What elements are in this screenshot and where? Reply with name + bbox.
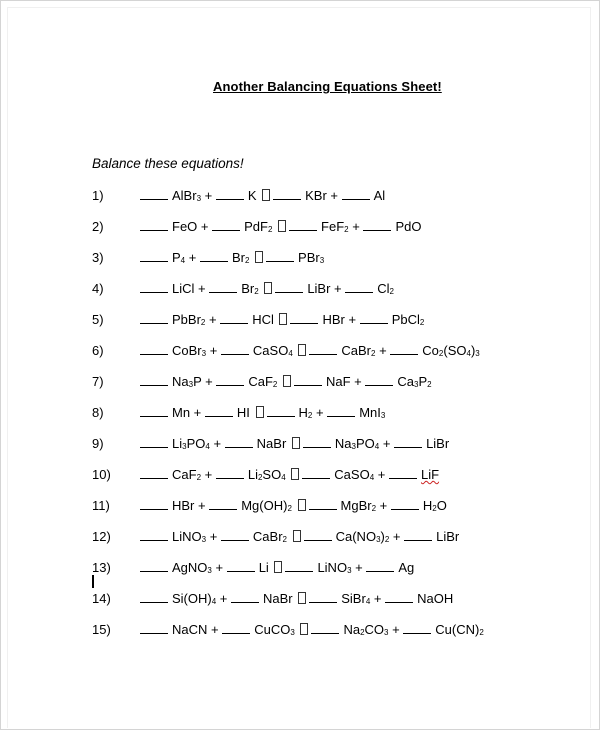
chemical-formula (298, 250, 324, 265)
formula-subscript: 3 (290, 628, 295, 637)
formula-text: K (247, 188, 257, 203)
coefficient-blank[interactable] (140, 218, 168, 231)
reaction-arrow-icon (291, 468, 299, 480)
formula-text: AgNO (172, 560, 208, 575)
reaction-arrow-icon (264, 282, 272, 294)
chemical-formula (426, 436, 449, 451)
formula-text: CaSO (252, 343, 289, 358)
equation-number: 8) (92, 405, 104, 420)
formula-subscript: 4 (374, 442, 380, 451)
coefficient-blank[interactable] (389, 466, 417, 479)
formula-subscript: 2 (257, 473, 263, 482)
formula-text: Na (343, 622, 361, 637)
coefficient-blank[interactable] (360, 311, 388, 324)
formula-text: SO (262, 467, 282, 482)
formula-text: KBr (305, 188, 327, 203)
chemical-formula (172, 436, 210, 451)
equation-body: $Li_3PO_4$ + NaBr $Na_3PO_4$ + LiBr (140, 435, 449, 453)
coefficient-blank[interactable] (273, 187, 301, 200)
chemical-formula (244, 219, 272, 234)
formula-text: Li (258, 560, 269, 575)
equation-body: FeO + PdF$_2$ FeF$_2$ + PdO (140, 218, 421, 236)
equation-number: 13) (92, 560, 111, 575)
formula-text: Co (422, 343, 439, 358)
coefficient-blank[interactable] (222, 621, 250, 634)
formula-subscript: 3 (414, 380, 419, 389)
coefficient-blank[interactable] (309, 590, 337, 603)
chemical-formula (257, 436, 287, 451)
equation-body: Mn + HI $H_2 + MnI_3$ (140, 404, 385, 422)
equation-body: LiCl + $Br_2$ LiBr + $Cl_2$ (140, 280, 394, 298)
coefficient-blank[interactable] (294, 373, 322, 386)
coefficient-blank[interactable] (225, 435, 253, 448)
formula-subscript: 2 (254, 287, 259, 296)
chemical-formula (435, 622, 484, 637)
equation-number: 9) (92, 436, 104, 451)
chemical-formula (398, 560, 414, 575)
coefficient-blank[interactable] (266, 249, 294, 262)
coefficient-blank[interactable] (309, 342, 337, 355)
chemical-formula (172, 529, 206, 544)
chemical-formula (299, 405, 313, 420)
coefficient-blank[interactable] (200, 249, 228, 262)
formula-text: CaF (172, 467, 197, 482)
chemical-formula (417, 591, 453, 606)
formula-subscript: 2 (384, 535, 390, 544)
formula-text: Na (172, 374, 189, 389)
chemical-formula (263, 591, 293, 606)
formula-text: NaOH (417, 591, 454, 606)
formula-text: NaBr (256, 436, 287, 451)
chemical-formula (335, 436, 379, 451)
reaction-arrow-icon (279, 313, 287, 325)
formula-subscript: 2 (389, 287, 394, 296)
coefficient-blank[interactable] (140, 404, 168, 417)
formula-text: HCl (252, 312, 274, 327)
chemical-formula (341, 591, 370, 606)
chemical-formula (248, 467, 286, 482)
equation-body: AlBr$_3$ + K KBr + Al (140, 187, 385, 205)
formula-text: MgBr (340, 498, 372, 513)
chemical-formula (422, 343, 479, 358)
equation-number: 1) (92, 188, 104, 203)
reaction-arrow-icon (283, 375, 291, 387)
page-title: Another Balancing Equations Sheet! (213, 79, 442, 94)
coefficient-blank[interactable] (140, 280, 168, 293)
coefficient-blank[interactable] (140, 187, 168, 200)
formula-subscript: 2 (432, 504, 437, 513)
formula-text: ) (470, 343, 476, 358)
formula-text: FeO (172, 219, 198, 234)
formula-text: FeF (321, 219, 345, 234)
formula-text: CO (364, 622, 385, 637)
formula-text: Mg(OH) (241, 498, 288, 513)
coefficient-blank[interactable] (391, 497, 419, 510)
formula-text: HBr (172, 498, 195, 513)
formula-text: H (422, 498, 433, 513)
formula-text: AlBr (172, 188, 197, 203)
equation-number: 10) (92, 467, 111, 482)
formula-subscript: 4 (180, 256, 186, 265)
equation-number: 7) (92, 374, 104, 389)
equation-number: 11) (92, 498, 110, 513)
formula-subscript: 3 (319, 256, 325, 265)
coefficient-blank[interactable] (216, 187, 244, 200)
formula-subscript: 4 (365, 597, 371, 606)
coefficient-blank[interactable] (303, 435, 331, 448)
chemical-formula (436, 529, 459, 544)
chemical-formula (172, 374, 202, 389)
formula-text: HBr (322, 312, 345, 327)
instructions-text: Balance these equations! (92, 156, 244, 171)
coefficient-blank[interactable] (345, 280, 373, 293)
equation-body: CoBr$_3$ + CaSO$_4$ CaBr$_2$ + $Co_2(SO_4)_3$ (140, 342, 480, 360)
formula-text: NaF (325, 374, 351, 389)
formula-subscript: 2 (371, 349, 376, 358)
formula-text: LiNO (172, 529, 202, 544)
formula-subscript: 3 (475, 349, 480, 358)
formula-subscript: 3 (201, 349, 207, 358)
reaction-arrow-icon (278, 220, 286, 232)
formula-text: Br (231, 250, 245, 265)
chemical-formula (334, 467, 374, 482)
chemical-formula (322, 312, 344, 327)
formula-text: PbCl (391, 312, 420, 327)
coefficient-blank[interactable] (140, 435, 168, 448)
chemical-formula (252, 312, 274, 327)
chemical-formula (307, 281, 330, 296)
formula-text: CuCO (254, 622, 291, 637)
coefficient-blank[interactable] (231, 590, 259, 603)
chemical-formula (248, 188, 257, 203)
chemical-formula (421, 467, 439, 482)
chemical-formula (321, 219, 349, 234)
chemical-formula (326, 374, 351, 389)
chemical-formula (172, 560, 212, 575)
coefficient-blank[interactable] (227, 559, 255, 572)
coefficient-blank[interactable] (140, 621, 168, 634)
formula-text: LiBr (436, 529, 460, 544)
formula-text: Al (373, 188, 386, 203)
coefficient-blank[interactable] (140, 249, 168, 262)
chemical-formula (237, 405, 250, 420)
chemical-formula (343, 622, 388, 637)
formula-text: PO (186, 436, 206, 451)
formula-subscript: 2 (438, 349, 444, 358)
formula-text: HI (236, 405, 250, 420)
chemical-formula (232, 250, 249, 265)
coefficient-blank[interactable] (285, 559, 313, 572)
formula-subscript: 2 (267, 225, 273, 234)
chemical-formula (241, 281, 258, 296)
formula-text: Na (334, 436, 352, 451)
chemical-formula (259, 560, 269, 575)
formula-subscript: 3 (188, 380, 194, 389)
chemical-formula (172, 250, 185, 265)
formula-text: Cu(CN) (435, 622, 480, 637)
formula-text: CaBr (341, 343, 372, 358)
formula-text: O (436, 498, 447, 513)
formula-subscript: 3 (380, 411, 386, 420)
reaction-arrow-icon (256, 406, 264, 418)
chemical-formula (172, 281, 194, 296)
formula-subscript: 2 (272, 380, 278, 389)
coefficient-blank[interactable] (140, 373, 168, 386)
formula-text: ) (380, 529, 385, 544)
equation-body: PbBr$_2$ + HCl HBr + PbCl$_2$ (140, 311, 424, 329)
coefficient-blank[interactable] (216, 373, 244, 386)
formula-text: (SO (443, 343, 467, 358)
coefficient-blank[interactable] (140, 311, 168, 324)
chemical-formula (172, 343, 206, 358)
formula-subscript: 3 (347, 566, 352, 575)
formula-subscript: 2 (344, 225, 349, 234)
formula-text: Ca(NO (335, 529, 377, 544)
coefficient-blank[interactable] (302, 466, 330, 479)
coefficient-blank[interactable] (404, 528, 432, 541)
formula-text: LiCl (172, 281, 195, 296)
formula-subscript: 4 (281, 473, 286, 482)
formula-text: Mn (172, 405, 191, 420)
chemical-formula (341, 498, 377, 513)
reaction-arrow-icon (292, 437, 300, 449)
equation-number: 15) (92, 622, 111, 637)
coefficient-blank[interactable] (342, 187, 370, 200)
reaction-arrow-icon (298, 499, 306, 511)
reaction-arrow-icon (262, 189, 270, 201)
formula-text: Li (247, 467, 258, 482)
coefficient-blank[interactable] (140, 342, 168, 355)
coefficient-blank[interactable] (403, 621, 431, 634)
coefficient-blank[interactable] (385, 590, 413, 603)
coefficient-blank[interactable] (205, 404, 233, 417)
formula-text: H (298, 405, 308, 420)
coefficient-blank[interactable] (311, 621, 339, 634)
formula-subscript: 2 (282, 535, 287, 544)
coefficient-blank[interactable] (140, 528, 168, 541)
formula-subscript: 3 (201, 535, 207, 544)
formula-subscript: 4 (211, 597, 217, 606)
chemical-formula (241, 498, 292, 513)
coefficient-blank[interactable] (221, 528, 249, 541)
formula-subscript: 2 (287, 504, 292, 513)
coefficient-blank[interactable] (140, 466, 168, 479)
coefficient-blank[interactable] (290, 311, 318, 324)
coefficient-blank[interactable] (275, 280, 303, 293)
chemical-formula (172, 312, 205, 327)
formula-subscript: 2 (196, 473, 202, 482)
formula-text: NaBr (263, 591, 293, 606)
formula-subscript: 3 (376, 535, 381, 544)
formula-subscript: 3 (384, 628, 389, 637)
chemical-formula (172, 219, 197, 234)
equation-number: 5) (92, 312, 104, 327)
chemical-formula (172, 405, 190, 420)
chemical-formula (305, 188, 327, 203)
coefficient-blank[interactable] (304, 528, 332, 541)
formula-text: Br (241, 281, 255, 296)
coefficient-blank[interactable] (390, 342, 418, 355)
formula-text: LiBr (426, 436, 450, 451)
equation-body: $CaF_2 + Li_2SO_4$ CaSO$_4$ + LiF (140, 466, 439, 484)
formula-subscript: 2 (479, 628, 484, 637)
coefficient-blank[interactable] (366, 559, 394, 572)
equation-body: LiNO$_3$ + CaBr$_2$ $Ca(NO_3)_2$ + LiBr (140, 528, 459, 546)
equation-number: 2) (92, 219, 104, 234)
equation-number: 14) (92, 591, 111, 606)
formula-text: PBr (298, 250, 320, 265)
coefficient-blank[interactable] (220, 311, 248, 324)
equation-number: 6) (92, 343, 104, 358)
formula-text: CoBr (172, 343, 202, 358)
formula-subscript: 2 (427, 380, 432, 389)
coefficient-blank[interactable] (267, 404, 295, 417)
chemical-formula (254, 622, 295, 637)
formula-subscript: 2 (200, 318, 206, 327)
formula-text: CaBr (252, 529, 283, 544)
equation-number: 12) (92, 529, 111, 544)
coefficient-blank[interactable] (209, 280, 237, 293)
chemical-formula (392, 312, 425, 327)
formula-text: PbBr (172, 312, 201, 327)
reaction-arrow-icon (300, 623, 308, 635)
formula-text: LiNO (317, 560, 348, 575)
formula-subscript: 3 (182, 442, 187, 451)
formula-subscript: 2 (371, 504, 377, 513)
equation-number: 3) (92, 250, 104, 265)
page-margin-guide (7, 7, 591, 728)
chemical-formula (374, 188, 386, 203)
formula-subscript: 4 (288, 349, 293, 358)
formula-text: P (418, 374, 428, 389)
chemical-formula (172, 498, 194, 513)
formula-text: LiF (420, 467, 440, 482)
chemical-formula (172, 622, 207, 637)
chemical-formula (359, 405, 385, 420)
formula-text: Cl (377, 281, 390, 296)
formula-text: SiBr (341, 591, 366, 606)
formula-subscript: 3 (196, 194, 202, 203)
formula-text: NaCN (172, 622, 208, 637)
text-cursor (92, 575, 94, 588)
formula-text: PdF (244, 219, 268, 234)
chemical-formula (172, 188, 201, 203)
formula-text: PdO (395, 219, 422, 234)
equation-body: $P_4 + Br_2$ PBr$_3$ (140, 249, 324, 267)
chemical-formula (423, 498, 447, 513)
formula-text: P (193, 374, 202, 389)
coefficient-blank[interactable] (394, 435, 422, 448)
chemical-formula (253, 343, 293, 358)
chemical-formula (317, 560, 351, 575)
coefficient-blank[interactable] (216, 466, 244, 479)
equation-body: HBr + $Mg(OH)_2$ MgBr$_2$ + $H_2O$ (140, 497, 447, 515)
formula-text: CaSO (334, 467, 370, 482)
chemical-formula (172, 591, 216, 606)
coefficient-blank[interactable] (365, 373, 393, 386)
formula-subscript: 2 (419, 318, 425, 327)
chemical-formula (395, 219, 421, 234)
chemical-formula (336, 529, 390, 544)
formula-subscript: 3 (207, 566, 212, 575)
coefficient-blank[interactable] (140, 590, 168, 603)
equation-body: $Na_3P + CaF_2$ NaF + $Ca_3P_2$ (140, 373, 432, 391)
reaction-arrow-icon (298, 592, 306, 604)
formula-text: Li (172, 436, 183, 451)
coefficient-blank[interactable] (363, 218, 391, 231)
equation-body: $Si(OH)_4$ + NaBr SiBr$_4$ + NaOH (140, 590, 453, 608)
coefficient-blank[interactable] (289, 218, 317, 231)
formula-text: Si(OH) (172, 591, 212, 606)
coefficient-blank[interactable] (140, 497, 168, 510)
coefficient-blank[interactable] (140, 559, 168, 572)
chemical-formula (253, 529, 287, 544)
chemical-formula (397, 374, 431, 389)
coefficient-blank[interactable] (221, 342, 249, 355)
reaction-arrow-icon (274, 561, 282, 573)
reaction-arrow-icon (255, 251, 263, 263)
chemical-formula (341, 343, 375, 358)
coefficient-blank[interactable] (212, 218, 240, 231)
reaction-arrow-icon (293, 530, 301, 542)
equation-body: AgNO$_3$ + Li LiNO$_3$ + Ag (140, 559, 414, 577)
formula-subscript: 4 (205, 442, 210, 451)
equation-body: NaCN + CuCO$_3$ $Na_2CO_3 + Cu(CN)_2$ (140, 621, 484, 639)
formula-subscript: 2 (307, 411, 313, 420)
coefficient-blank[interactable] (309, 497, 337, 510)
formula-text: P (172, 250, 181, 265)
formula-text: Ca (397, 374, 414, 389)
formula-text: MnI (359, 405, 381, 420)
reaction-arrow-icon (298, 344, 306, 356)
coefficient-blank[interactable] (327, 404, 355, 417)
formula-subscript: 3 (351, 442, 356, 451)
formula-text: Ag (398, 560, 415, 575)
formula-subscript: 4 (369, 473, 375, 482)
formula-subscript: 2 (360, 628, 365, 637)
formula-text: PO (355, 436, 375, 451)
coefficient-blank[interactable] (209, 497, 237, 510)
chemical-formula (377, 281, 394, 296)
formula-subscript: 4 (466, 349, 471, 358)
chemical-formula (172, 467, 201, 482)
formula-text: LiBr (307, 281, 331, 296)
formula-subscript: 2 (244, 256, 250, 265)
equation-number: 4) (92, 281, 104, 296)
chemical-formula (248, 374, 277, 389)
formula-text: CaF (248, 374, 273, 389)
